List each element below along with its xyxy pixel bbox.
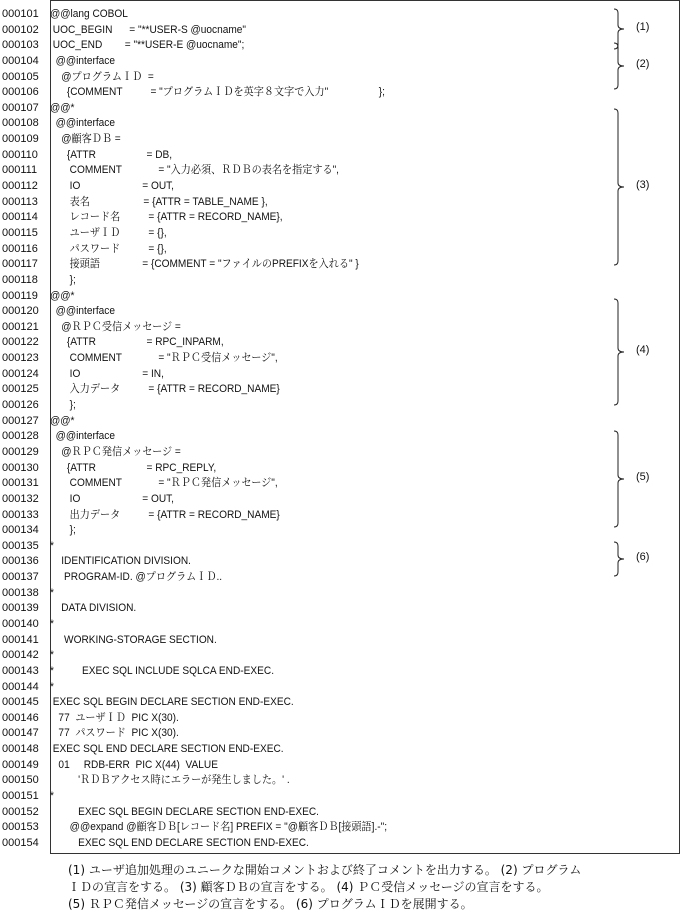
right-brace-icon	[612, 430, 628, 528]
code-line: {ATTR = RPC_INPARM,	[50, 336, 224, 349]
code-line: @@lang COBOL	[50, 8, 128, 20]
code-line: @@*	[50, 289, 75, 302]
line-number: 000123	[2, 352, 39, 365]
code-line: *	[50, 617, 54, 630]
right-brace-icon	[612, 42, 628, 90]
line-number-column	[0, 7, 50, 852]
code-line: *	[50, 790, 54, 803]
line-number: 000125	[2, 383, 39, 396]
code-line: * EXEC SQL INCLUDE SQLCA END-EXEC.	[50, 664, 275, 677]
footnote	[68, 862, 678, 913]
code-line: 入力データ = {ATTR = RECORD_NAME}	[50, 383, 280, 396]
line-number: 000139	[2, 602, 39, 615]
code-line: 出力データ = {ATTR = RECORD_NAME}	[50, 508, 280, 521]
annotation-label: (2)	[636, 58, 650, 70]
line-number: 000103	[2, 39, 39, 52]
line-number: 000113	[2, 195, 38, 208]
line-number: 000116	[2, 242, 38, 255]
line-number: 000114	[2, 211, 38, 224]
code-line: EXEC SQL END DECLARE SECTION END-EXEC.	[50, 836, 309, 849]
code-line: @@interface	[50, 305, 115, 318]
line-number: 000111	[2, 164, 38, 177]
line-number: 000105	[2, 70, 39, 83]
code-line: @@*	[50, 414, 75, 427]
code-line: *	[50, 586, 54, 599]
code-line: COMMENT = "入力必須、ＲＤＢの表名を指定する",	[50, 164, 339, 177]
right-brace-icon	[612, 541, 628, 577]
line-number: 000106	[2, 86, 39, 99]
code-line: 接頭語 = {COMMENT = "ファイルのPREFIXを入れる" }	[50, 258, 359, 271]
line-number: 000126	[2, 399, 39, 412]
code-line: IO = IN,	[50, 367, 164, 380]
line-number: 000137	[2, 571, 39, 584]
code-line: *	[50, 539, 54, 552]
annotation-label: (6)	[636, 551, 650, 563]
line-number: 000132	[2, 492, 39, 505]
code-line: @@*	[50, 101, 75, 114]
line-number: 000150	[2, 774, 39, 787]
line-number: 000110	[2, 148, 38, 161]
code-line: @@interface	[50, 430, 115, 443]
code-line: COMMENT = "ＲＰＣ受信メッセージ",	[50, 352, 278, 365]
line-number: 000101	[2, 8, 39, 20]
code-line: ユーザＩＤ = {},	[50, 226, 167, 239]
line-number: 000143	[2, 664, 39, 677]
code-line: {ATTR = DB,	[50, 148, 173, 161]
line-number: 000124	[2, 367, 39, 380]
code-line: レコード名 = {ATTR = RECORD_NAME},	[50, 211, 283, 224]
code-line: パスワード = {},	[50, 242, 167, 255]
annotation-label: (5)	[636, 471, 650, 483]
code-line: 01 RDB-ERR PIC X(44) VALUE	[50, 758, 218, 771]
code-line: UOC_END = "**USER-E @uocname";	[50, 39, 245, 52]
line-number: 000138	[2, 586, 39, 599]
code-line: IDENTIFICATION DIVISION.	[50, 555, 191, 568]
line-number: 000128	[2, 430, 39, 443]
code-line: @顧客ＤＢ =	[50, 133, 121, 146]
code-line: @プログラムＩＤ =	[50, 70, 154, 83]
code-line: @@interface	[50, 117, 115, 130]
line-number: 000131	[2, 477, 39, 490]
code-line: UOC_BEGIN = "**USER-S @uocname"	[50, 23, 247, 36]
code-line: WORKING-STORAGE SECTION.	[50, 633, 217, 646]
code-line: };	[50, 399, 76, 412]
code-line: 'ＲＤＢアクセス時にエラーが発生しました。' .	[50, 774, 290, 787]
line-number: 000140	[2, 617, 39, 630]
code-line: @ＲＰＣ発信メッセージ =	[50, 445, 181, 458]
code-line: *	[50, 649, 54, 662]
line-number: 000147	[2, 727, 39, 740]
right-brace-icon	[612, 108, 628, 266]
code-line: EXEC SQL BEGIN DECLARE SECTION END-EXEC.	[50, 696, 294, 709]
line-number: 000127	[2, 414, 39, 427]
line-number: 000107	[2, 101, 39, 114]
code-line: EXEC SQL BEGIN DECLARE SECTION END-EXEC.	[50, 805, 319, 818]
line-number: 000119	[2, 289, 38, 302]
line-number: 000144	[2, 680, 39, 693]
code-line: IO = OUT,	[50, 492, 174, 505]
line-number: 000148	[2, 743, 39, 756]
code-line: };	[50, 524, 76, 537]
line-number: 000104	[2, 54, 39, 67]
code-line: EXEC SQL END DECLARE SECTION END-EXEC.	[50, 743, 284, 756]
line-number: 000136	[2, 555, 39, 568]
line-number: 000115	[2, 226, 38, 239]
code-line: PROGRAM-ID. @プログラムＩＤ..	[50, 571, 223, 584]
line-number: 000153	[2, 821, 39, 834]
line-number: 000145	[2, 696, 39, 709]
right-brace-icon	[612, 298, 628, 406]
line-number: 000149	[2, 758, 39, 771]
line-number: 000146	[2, 711, 39, 724]
footnote-line-1: (1) ユーザ追加処理のユニークな開始コメントおよび終了コメントを出力する。 (2) プログラム	[68, 863, 582, 877]
line-number: 000151	[2, 790, 39, 803]
code-line: IO = OUT,	[50, 180, 174, 193]
code-line: COMMENT = "ＲＰＣ発信メッセージ",	[50, 477, 278, 490]
line-number: 000102	[2, 23, 39, 36]
code-line: @@interface	[50, 54, 115, 67]
code-line: DATA DIVISION.	[50, 602, 137, 615]
footnote-line-3: (5) ＲＰＣ発信メッセージの宣言をする。 (6) プログラムＩＤを展開する。	[68, 897, 473, 911]
code-line: 77 ユーザＩＤ PIC X(30).	[50, 711, 179, 724]
line-number: 000133	[2, 508, 39, 521]
line-number: 000108	[2, 117, 39, 130]
annotation-label: (3)	[636, 179, 650, 191]
annotation-label: (1)	[636, 21, 650, 33]
annotation-label: (4)	[636, 344, 650, 356]
line-number: 000112	[2, 180, 38, 193]
code-line: *	[50, 680, 54, 693]
footnote-line-2: ＩＤの宣言をする。 (3) 顧客ＤＢの宣言をする。 (4) ＰＣ受信メッセージの宣言をする。	[68, 880, 549, 894]
line-number: 000121	[2, 320, 39, 333]
line-number: 000142	[2, 649, 39, 662]
code-line: 表名 = {ATTR = TABLE_NAME },	[50, 195, 268, 208]
line-number: 000152	[2, 805, 39, 818]
line-number: 000130	[2, 461, 39, 474]
code-line: @@expand @顧客ＤＢ[レコード名] PREFIX = "@顧客ＤＢ[接頭語].-";	[50, 821, 388, 834]
line-number: 000117	[2, 258, 38, 271]
line-number: 000134	[2, 524, 39, 537]
line-number: 000120	[2, 305, 39, 318]
line-number: 000141	[2, 633, 39, 646]
code-line: 77 パスワード PIC X(30).	[50, 727, 179, 740]
line-number: 000109	[2, 133, 39, 146]
line-number: 000154	[2, 836, 39, 849]
code-line: {ATTR = RPC_REPLY,	[50, 461, 217, 474]
line-number: 000129	[2, 445, 39, 458]
line-number: 000122	[2, 336, 39, 349]
code-lines	[50, 7, 680, 852]
code-line: @ＲＰＣ受信メッセージ =	[50, 320, 181, 333]
line-number: 000135	[2, 539, 39, 552]
code-line: {COMMENT = "プログラムＩＤを英字８文字で入力" };	[50, 86, 385, 99]
code-line: };	[50, 273, 76, 286]
line-number: 000118	[2, 273, 38, 286]
